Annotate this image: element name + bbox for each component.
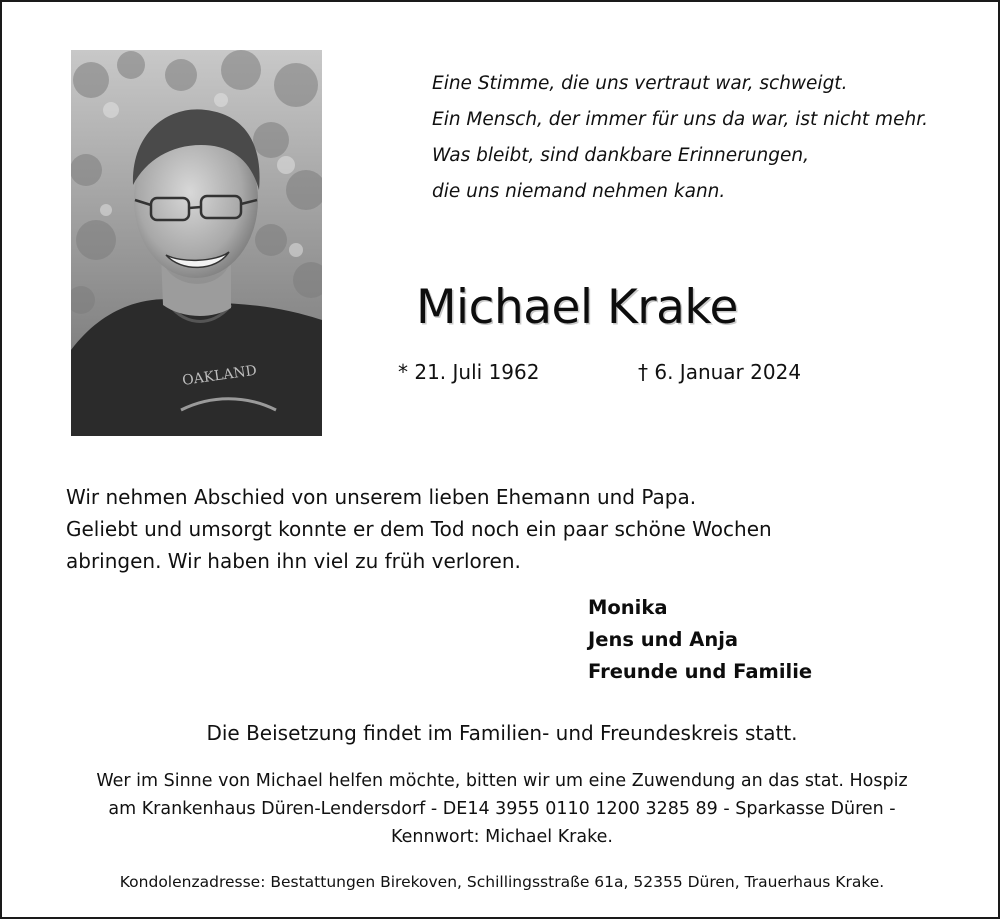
memorial-poem bbox=[432, 66, 992, 210]
signers-list bbox=[588, 592, 968, 688]
message-line: Wir nehmen Abschied von unserem lieben Ehemann und Papa. bbox=[66, 485, 697, 509]
signer: Monika bbox=[588, 596, 668, 619]
portrait-photo bbox=[71, 50, 322, 436]
poem-line: Eine Stimme, die uns vertraut war, schweigt. bbox=[432, 73, 848, 94]
poem-line: die uns niemand nehmen kann. bbox=[432, 181, 726, 202]
donation-request bbox=[2, 767, 1000, 851]
burial-note: Die Beisetzung findet im Familien- und Freundeskreis statt. bbox=[206, 721, 798, 745]
birth-date: * 21. Juli 1962 bbox=[398, 360, 540, 384]
donation-line: am Krankenhaus Düren-Lendersdorf - DE14 3955 0110 1200 3285 89 - Sparkasse Düren - bbox=[108, 799, 896, 819]
message-line: Geliebt und umsorgt konnte er dem Tod noch ein paar schöne Wochen bbox=[66, 517, 772, 541]
signer: Freunde und Familie bbox=[588, 660, 813, 683]
shirt-print: OAKLAND bbox=[181, 362, 258, 389]
death-date: † 6. Januar 2024 bbox=[638, 360, 802, 384]
donation-line: Wer im Sinne von Michael helfen möchte, bitten wir um eine Zuwendung an das stat. Hospiz bbox=[96, 771, 908, 791]
farewell-message bbox=[66, 481, 936, 577]
portrait-image bbox=[71, 50, 322, 436]
deceased-name: Michael Krake bbox=[416, 280, 738, 335]
poem-line: Was bleibt, sind dankbare Erinnerungen, bbox=[432, 145, 809, 166]
condolence-address: Kondolenzadresse: Bestattungen Birekoven, Schillingsstraße 61a, 52355 Düren, Trauerhaus Krake. bbox=[119, 873, 885, 891]
poem-line: Ein Mensch, der immer für uns da war, ist nicht mehr. bbox=[432, 109, 928, 130]
signer: Jens und Anja bbox=[588, 628, 739, 651]
donation-line: Kennwort: Michael Krake. bbox=[391, 827, 613, 847]
message-line: abringen. Wir haben ihn viel zu früh verloren. bbox=[66, 549, 521, 573]
